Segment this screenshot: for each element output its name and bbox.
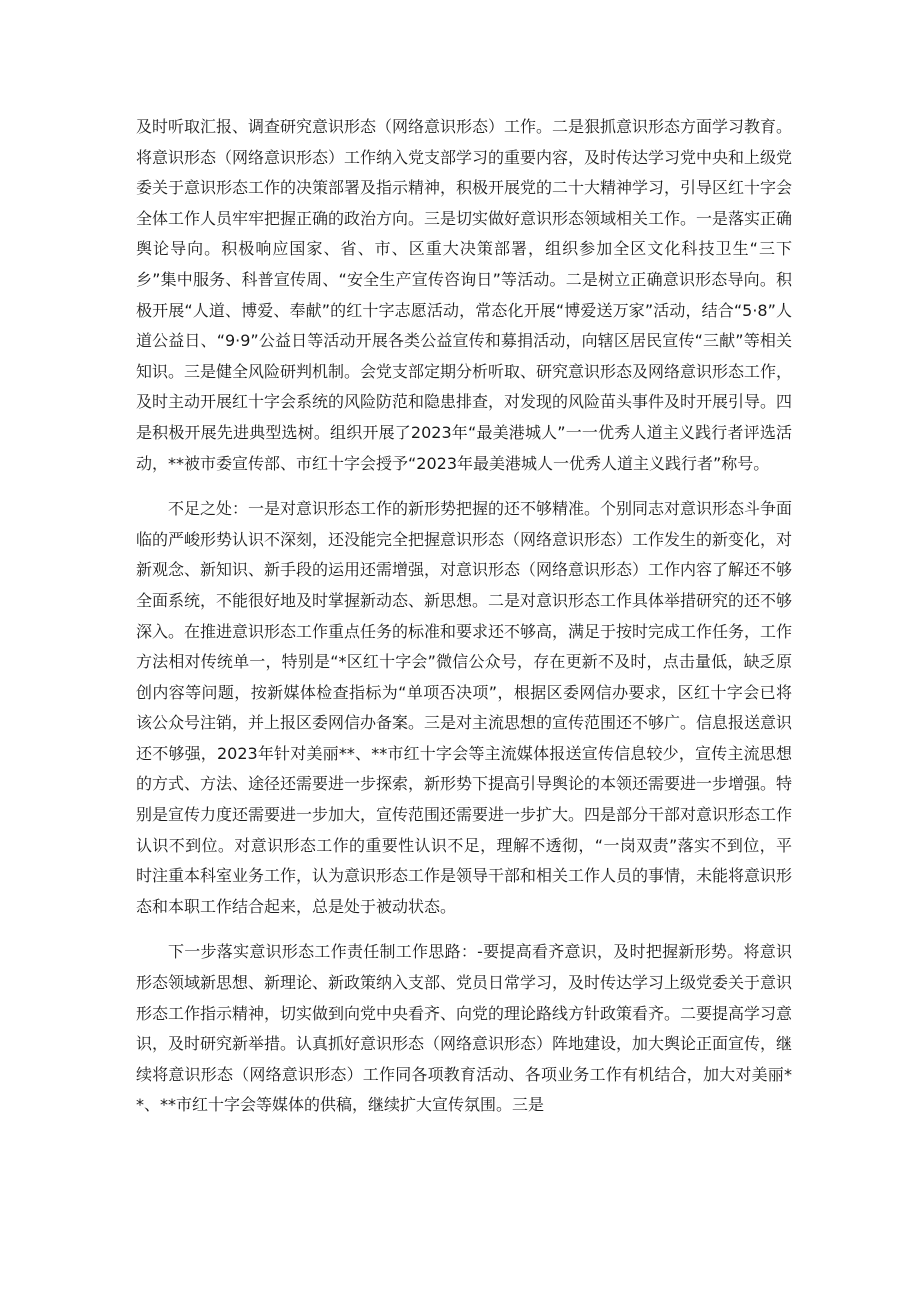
paragraph-next-steps: 下一步落实意识形态工作责任制工作思路：-要提高看齐意识，及时把握新形势。将意识形态领域新思想、新理论、新政策纳入支部、党员日常学习，及时传达学习上级党委关于意识形态工作指示精神，切实做到向党中央看齐、向党的理论路线方针政策看齐。二要提高学习意识，及时研究新举措。认真抓好意识形态（网络意识形态）阵地建设，加大舆论正面宣传，继续将意识形态（网络意识形态）工作同各项教育活动、各项业务工作有机结合，加大对美丽**、**市红十字会等媒体的供稿，继续扩大宣传氛围。三是 (136, 942, 793, 1115)
paragraph-shortcomings: 不足之处：一是对意识形态工作的新形势把握的还不够精准。个别同志对意识形态斗争面临的严峻形势认识不深刻，还没能完全把握意识形态（网络意识形态）工作发生的新变化，对新观念、新知识、新手段的运用还需增强，对意识形态（网络意识形态）工作内容了解还不够全面系统，不能很好地及时掌握新动态、新思想。二是对意识形态工作具体举措研究的还不够深入。在推进意识形态工作重点任务的标准和要求还不够高，满足于按时完成工作任务，工作方法相对传统单一，特别是“*区红十字会”微信公众号，存在更新不及时，点击量低，缺乏原创内容等问题，按新媒体检查指标为“单项否决项”，根据区委网信办要求，区红十字会已将该公众号注销，并上报区委网信办备案。三是对主流思想的宣传范围还不够广。信息报送意识还不够强，2023年针对美丽**、**市红十字会等主流媒体报送宣传信息较少，宣传主流思想的方式、方法、途径还需要进一步探索，新形势下提高引导舆论的本领还需要进一步增强。特别是宣传力度还需要进一步加大，宣传范围还需要进一步扩大。四是部分干部对意识形态工作认识不到位。对意识形态工作的重要性认识不足，理解不透彻，“一岗双责”落实不到位，平时注重本科室业务工作，认为意识形态工作是领导干部和相关工作人员的事情，未能将意识形态和本职工作结合起来，总是处于被动状态。 (136, 499, 793, 916)
paragraph-work-summary: 及时听取汇报、调查研究意识形态（网络意识形态）工作。二是狠抓意识形态方面学习教育。将意识形态（网络意识形态）工作纳入党支部学习的重要内容，及时传达学习党中央和上级党委关于意识形态工作的决策部署及指示精神，积极开展党的二十大精神学习，引导区红十字会全体工作人员牢牢把握正确的政治方向。三是切实做好意识形态领域相关工作。一是落实正确舆论导向。积极响应国家、省、市、区重大决策部署，组织参加全区文化科技卫生“三下乡”集中服务、科普宣传周、“安全生产宣传咨询日”等活动。二是树立正确意识形态导向。积极开展“人道、博爱、奉献”的红十字志愿活动，常态化开展“博爱送万家”活动，结合“5·8”人道公益日、“9·9”公益日等活动开展各类公益宣传和募捐活动，向辖区居民宣传“三献”等相关知识。三是健全风险研判机制。会党支部定期分析听取、研究意识形态及网络意识形态工作，及时主动开展红十字会系统的风险防范和隐患排查，对发现的风险苗头事件及时开展引导。四是积极开展先进典型选树。组织开展了2023年“最美港城人”一一优秀人道主义践行者评选活动，**被市委宣传部、市红十字会授予“2023年最美港城人一优秀人道主义践行者”称号。 (136, 117, 793, 473)
document-body (136, 112, 792, 1136)
